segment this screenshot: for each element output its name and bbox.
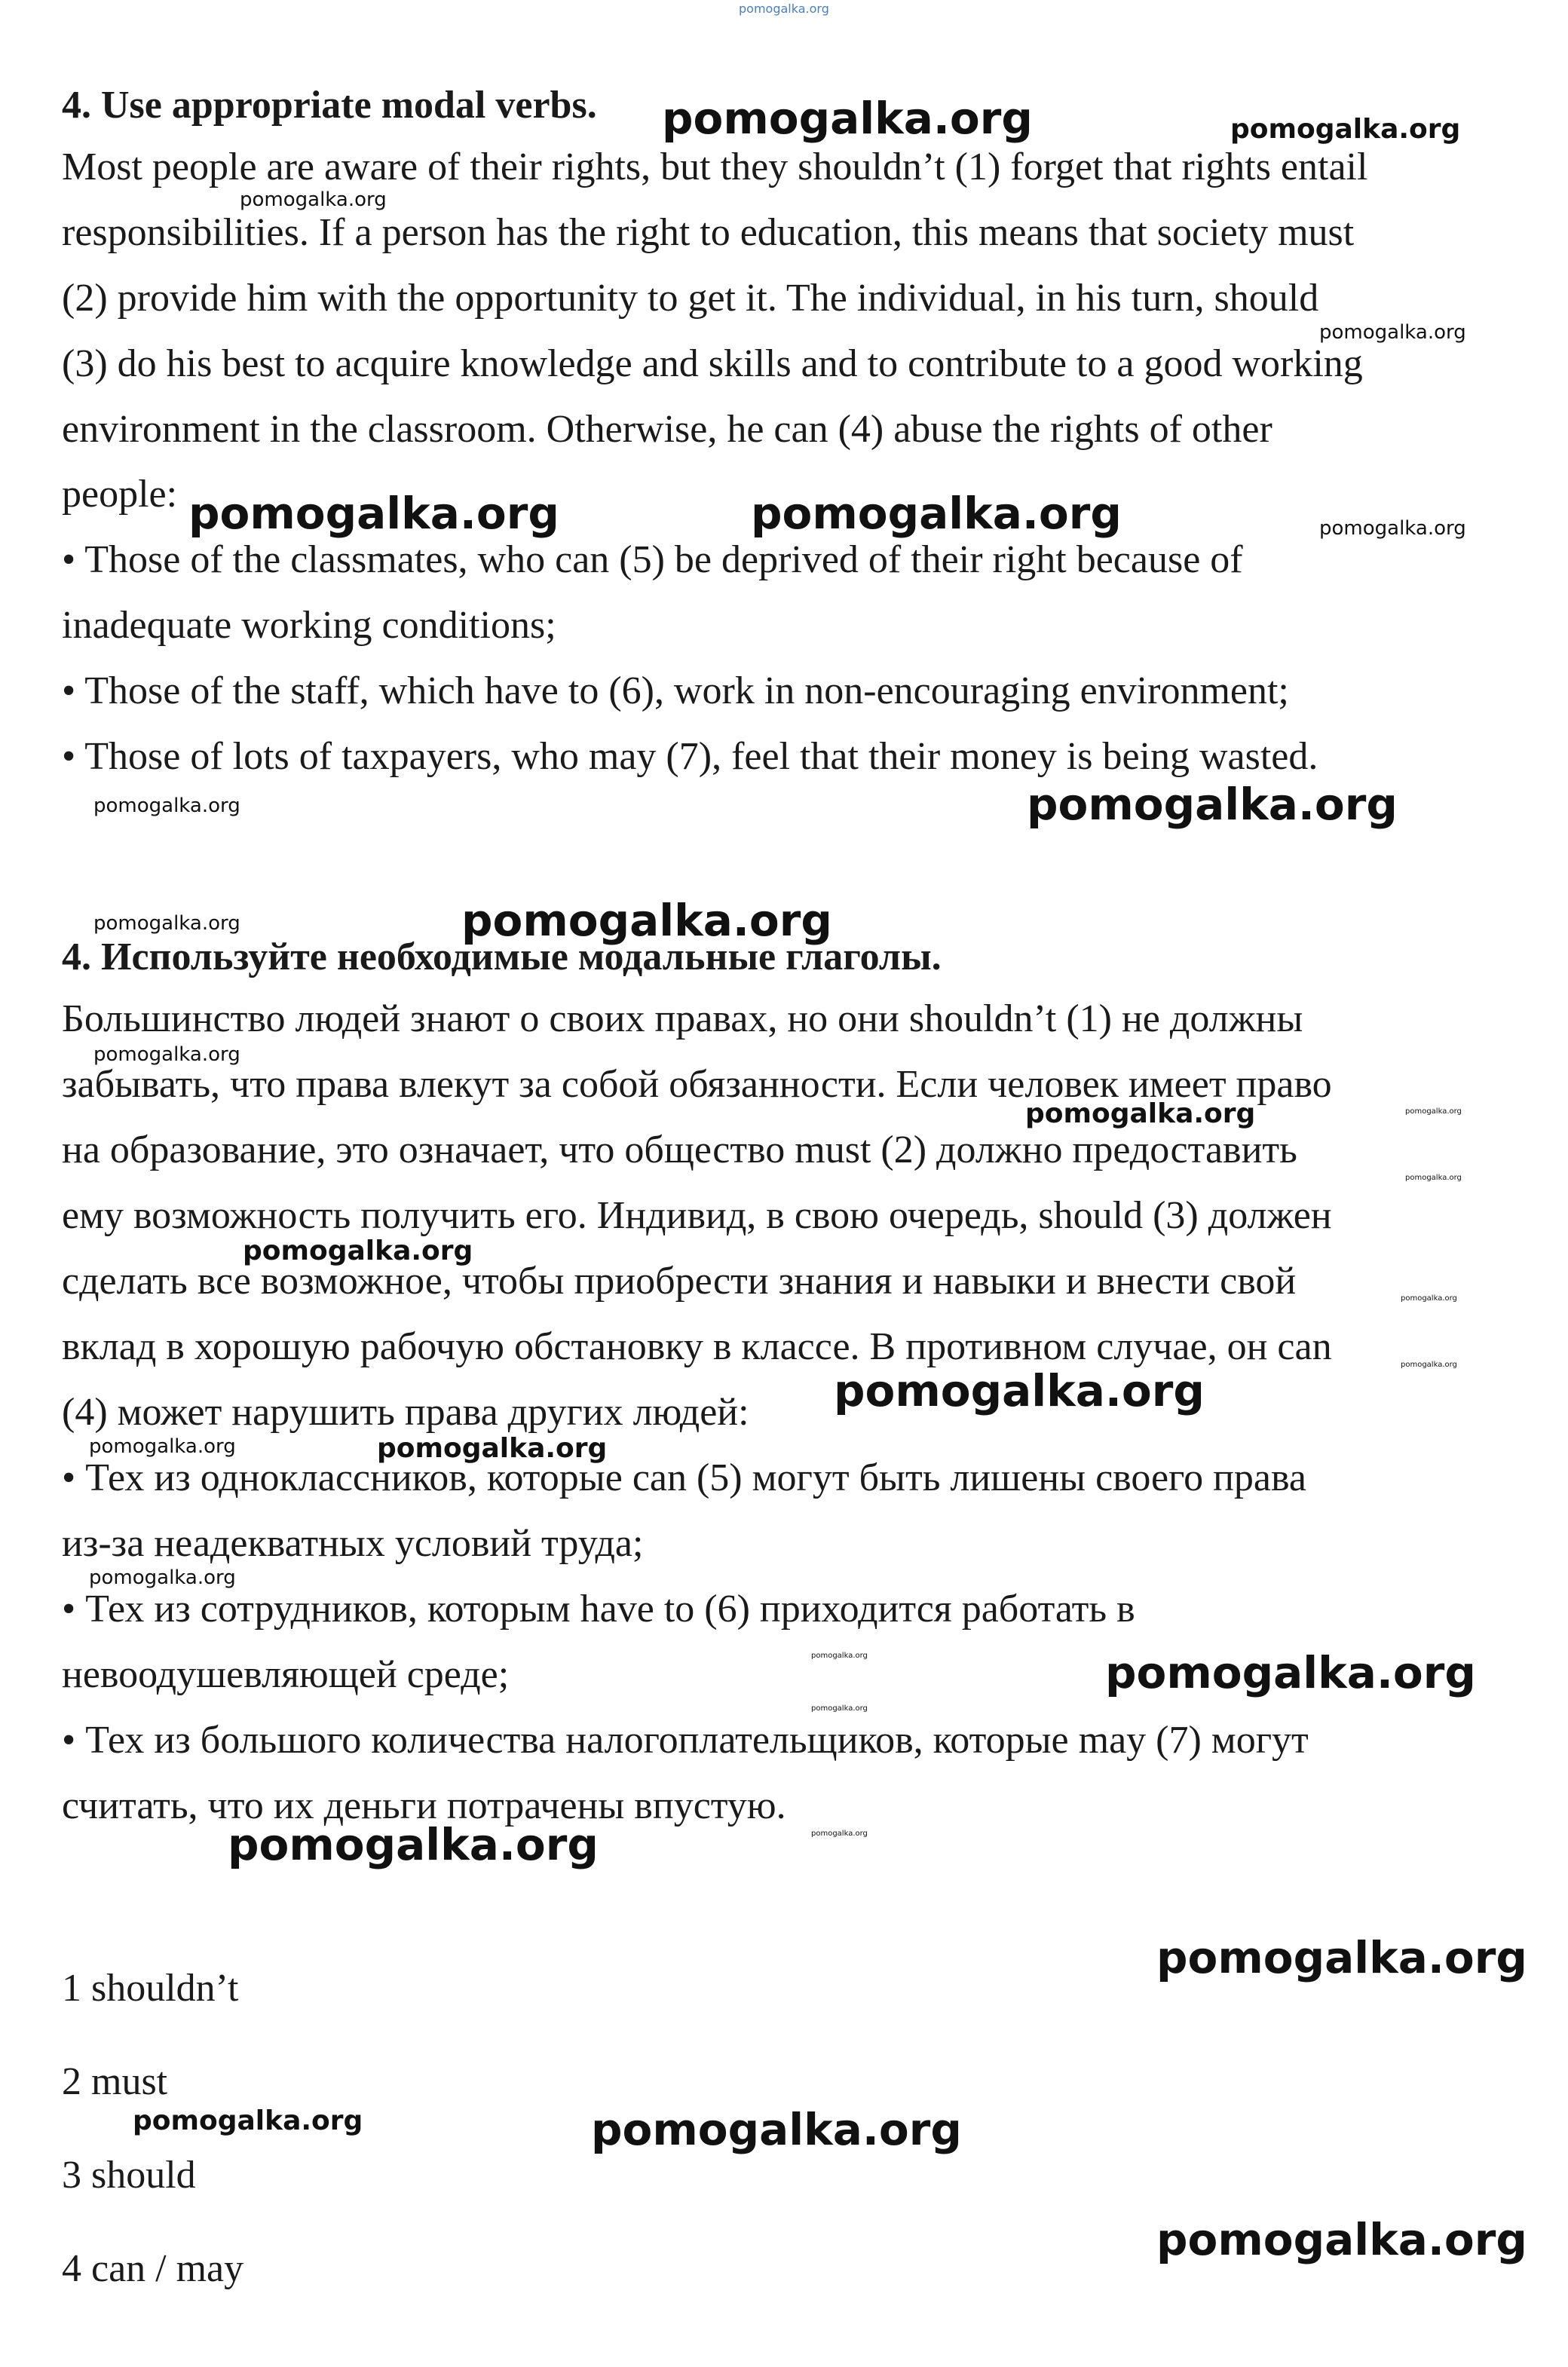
watermark: pomogalka.org xyxy=(228,1819,599,1870)
russian-line: вклад в хорошую рабочую обстановку в классе. В противном случае, он can xyxy=(62,1325,1332,1368)
english-line: • Those of lots of taxpayers, who may (7), feel that their money is being wasted. xyxy=(62,735,1318,778)
english-line: people: xyxy=(62,473,178,516)
watermark: pomogalka.org xyxy=(1401,1361,1457,1369)
answer-item: 2 must xyxy=(62,2060,168,2103)
watermark: pomogalka.org xyxy=(1405,1174,1462,1182)
russian-line: считать, что их деньги потрачены впустую. xyxy=(62,1784,786,1827)
russian-line: сделать все возможное, чтобы приобрести знания и навыки и внести свой xyxy=(62,1260,1297,1303)
english-line: responsibilities. If a person has the right to education, this means that society must xyxy=(62,211,1355,254)
answer-item: 4 can / may xyxy=(62,2247,244,2290)
english-line: • Those of the classmates, who can (5) be deprived of their right because of xyxy=(62,538,1243,581)
watermark: pomogalka.org xyxy=(811,1652,868,1660)
english-heading: 4. Use appropriate modal verbs. xyxy=(62,84,597,127)
watermark: pomogalka.org xyxy=(751,488,1122,539)
watermark: pomogalka.org xyxy=(662,93,1033,144)
watermark: pomogalka.org xyxy=(93,912,240,935)
russian-line: забывать, что права влекут за собой обязанности. Если человек имеет право xyxy=(62,1063,1332,1106)
watermark: pomogalka.org xyxy=(133,2105,363,2136)
watermark: pomogalka.org xyxy=(243,1236,473,1266)
english-line: (2) provide him with the opportunity to get it. The individual, in his turn, should xyxy=(62,277,1319,320)
russian-line: Большинство людей знают о своих правах, но они shouldn’t (1) не должны xyxy=(62,997,1303,1040)
watermark: pomogalka.org xyxy=(89,1566,236,1589)
russian-line: (4) может нарушить права других людей: xyxy=(62,1391,749,1434)
watermark: pomogalka.org xyxy=(93,795,240,817)
watermark: pomogalka.org xyxy=(240,188,387,211)
english-line: inadequate working conditions; xyxy=(62,604,556,647)
watermark: pomogalka.org xyxy=(377,1433,608,1464)
russian-line: ему возможность получить его. Индивид, в свою очередь, should (3) должен xyxy=(62,1194,1332,1237)
watermark: pomogalka.org xyxy=(1319,321,1466,344)
watermark: pomogalka.org xyxy=(1405,1107,1462,1116)
english-line: environment in the classroom. Otherwise, he can (4) abuse the rights of other xyxy=(62,408,1272,451)
watermark: pomogalka.org xyxy=(1027,779,1398,830)
header-link[interactable]: pomogalka.org xyxy=(739,2,829,16)
english-line: Most people are aware of their rights, but they shouldn’t (1) forget that rights entail xyxy=(62,145,1368,188)
russian-line: из-за неадекватных условий труда; xyxy=(62,1522,644,1565)
watermark: pomogalka.org xyxy=(1401,1294,1457,1303)
watermark: pomogalka.org xyxy=(461,895,832,946)
russian-line: на образование, это означает, что общество must (2) должно предоставить xyxy=(62,1128,1297,1171)
russian-line: невоодушевляющей среде; xyxy=(62,1653,510,1696)
watermark: pomogalka.org xyxy=(1105,1647,1476,1698)
watermark: pomogalka.org xyxy=(1156,2214,1527,2265)
watermark: pomogalka.org xyxy=(188,488,559,539)
watermark: pomogalka.org xyxy=(89,1435,236,1458)
watermark: pomogalka.org xyxy=(1156,1932,1527,1983)
watermark: pomogalka.org xyxy=(1230,114,1461,145)
watermark: pomogalka.org xyxy=(591,2104,962,2155)
english-line: • Those of the staff, which have to (6), work in non-encouraging environment; xyxy=(62,669,1289,712)
watermark: pomogalka.org xyxy=(834,1365,1205,1416)
watermark: pomogalka.org xyxy=(1319,517,1466,540)
watermark: pomogalka.org xyxy=(811,1830,868,1838)
russian-line: • Тех из большого количества налогоплательщиков, которые may (7) могут xyxy=(62,1719,1309,1762)
russian-heading: 4. Используйте необходимые модальные глаголы. xyxy=(62,935,942,978)
russian-line: • Тех из сотрудников, которым have to (6) приходится работать в xyxy=(62,1588,1135,1631)
watermark: pomogalka.org xyxy=(811,1704,868,1713)
russian-line: • Тех из одноклассников, которые can (5) могут быть лишены своего права xyxy=(62,1456,1306,1499)
english-line: (3) do his best to acquire knowledge and skills and to contribute to a good working xyxy=(62,342,1363,385)
watermark: pomogalka.org xyxy=(93,1043,240,1066)
watermark: pomogalka.org xyxy=(1025,1098,1256,1129)
answer-item: 1 shouldn’t xyxy=(62,1967,239,2010)
answer-item: 3 should xyxy=(62,2154,196,2197)
